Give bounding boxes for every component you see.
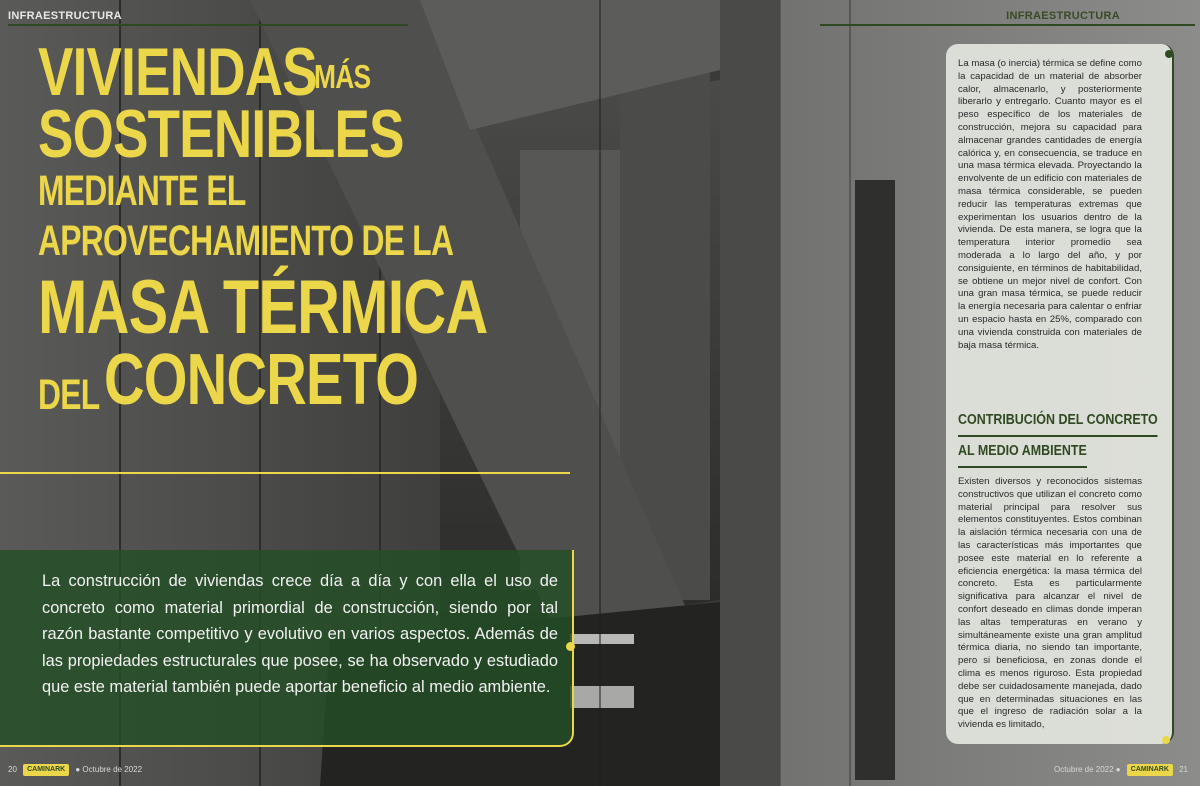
lead-paragraph: La construcción de viviendas crece día a día y con ella el uso de concreto como material primordial de construcción, siendo por tal razón bastante competitivo y evolutivo en varios aspectos. Además de las propiedades estructurales que posee, se ha observado y estudiado que este material también puede aportar beneficio al medio ambiente. [42, 572, 558, 696]
title-line-5: MASA TÉRMICA [38, 265, 488, 350]
header-rule-left [8, 24, 408, 26]
sidebar-subheading [958, 406, 1158, 468]
section-label-left: INFRAESTRUCTURA [8, 10, 122, 22]
title-line-2: SOSTENIBLES [38, 96, 404, 172]
title-line-1-small: MÁS [314, 58, 371, 95]
date-left: Octubre de 2022 [82, 765, 143, 775]
title-line-4: APROVECHAMIENTO DE LA [38, 217, 454, 265]
sidebar-paragraph-2: Existen diversos y reconocidos sistemas constructivos que utilizan el concreto como material principal para resolver sus elementos constituyentes. Estos combinan la aislación térmica necesaria con una de las características más importantes que posee este material en lo referente a eficiencia energética: la masa térmica del concreto. Esta es particularmente significativa para alcanzar el nivel de confort deseado en climas donde imperan las altas temperaturas en verano y simultáneamente existe una gran amplitud térmica diaria, no siendo tan importante, pero si beneficiosa, en zonas donde el clima es menos riguroso. Esta propiedad debe ser cuidadosamente manejada, dado que en determinadas situaciones en las que el ingreso de radiación solar a la vivienda es limitado, [958, 476, 1142, 731]
sidebar-dot-bottom [1162, 736, 1170, 744]
subheading-line-2: AL MEDIO AMBIENTE [958, 437, 1087, 468]
footer-right: Octubre de 2022 ● CAMINARK 21 [1053, 765, 1188, 775]
footer-left: 20 CAMINARK ● Octubre de 2022 [8, 765, 143, 775]
sidebar-paragraph-1: La masa (o inercia) térmica se define como la capacidad de un material de absorber calor, almacenarlo, y posteriormente liberarlo y entregarlo. Cuanto mayor es el peso específico de los materiales de construcción, mejora su capacidad para almacenar grandes cantidades de energía calórica y, en consecuencia, se traduce en una masa térmica elevada. Proyectando la envolvente de un edificio con materiales de masa térmica considerable, se pueden reducir las temperaturas extremas que experimentan los usuarios dentro de la vivienda. De esta manera, se logra que la temperatura interior promedio sea moderada a lo largo del año, y por consiguiente, en términos de habitabilidad, se obtiene un mejor nivel de confort. Con una gran masa térmica, se puede reducir la energía necesaria para calentar o enfriar un espacio hasta en 25%, comparado con una vivienda construida con materiales de baja masa térmica. [958, 58, 1142, 351]
title-line-6: CONCRETO [104, 340, 419, 420]
header-rule-right [820, 24, 1195, 26]
sidebar-dot-top [1165, 50, 1173, 58]
title-line-6-small: DEL [38, 371, 100, 419]
date-right: Octubre de 2022 [1053, 765, 1114, 775]
page-number-left: 20 [8, 765, 17, 775]
lead-box-dot [566, 642, 575, 651]
magazine-logo-left: CAMINARK [23, 764, 69, 776]
magazine-logo-right: CAMINARK [1127, 764, 1173, 776]
title-underline [0, 472, 570, 474]
subheading-line-1: CONTRIBUCIÓN DEL CONCRETO [958, 406, 1158, 437]
title-line-1: VIVIENDAS [38, 34, 317, 110]
title-line-3: MEDIANTE EL [38, 167, 246, 215]
page-number-right: 21 [1179, 765, 1188, 775]
section-label-right: INFRAESTRUCTURA [1006, 10, 1120, 22]
article-title [38, 34, 558, 420]
